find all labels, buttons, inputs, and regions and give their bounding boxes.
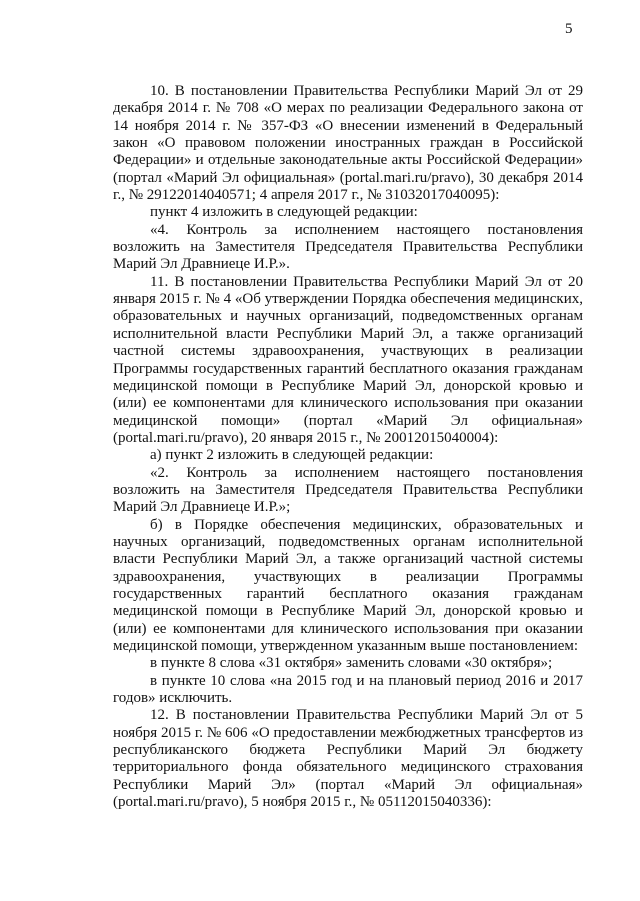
paragraph-item-10-new-text: «4. Контроль за исполнением настоящего постановления возложить на Заместителя Председателя Правительства Республики Марий Эл Дравниеце И.Р.». <box>113 221 583 273</box>
paragraph-item-12: 12. В постановлении Правительства Республики Марий Эл от 5 ноября 2015 г. № 606 «О предоставлении межбюджетных трансфертов из республиканского бюджета Республики Марий Эл бюджету территориального фонда обязательного медицинского страхования Республики Марий Эл» (портал «Марий Эл официальная» (portal.mari.ru/pravo), 5 ноября 2015 г., № 05112015040336): <box>113 707 583 811</box>
paragraph-item-11-b: б) в Порядке обеспечения медицинских, образовательных и научных организаций, подведомственных органам исполнительной власти Республики Марий Эл, а также организаций частной системы здравоохранения, участвующих в реализации Программы государственных гарантий бесплатного оказания гражданам медицинской помощи в Республике Марий Эл, донорской кровью и (или) ее компонентами для клинического использования при оказании медицинской помощи, утвержденном указанным выше постановлением: <box>113 516 583 654</box>
paragraph-item-10-instruction: пункт 4 изложить в следующей редакции: <box>150 204 418 221</box>
paragraph-item-11-b-point-10: в пункте 10 слова «на 2015 год и на плановый период 2016 и 2017 годов» исключить. <box>113 672 583 707</box>
paragraph-item-11-b-point-8: в пункте 8 слова «31 октября» заменить словами «30 октября»; <box>150 655 553 672</box>
document-body <box>113 83 583 811</box>
paragraph-item-11-a-new-text: «2. Контроль за исполнением настоящего постановления возложить на Заместителя Председателя Правительства Республики Марий Эл Дравниеце И.Р.»; <box>113 464 583 516</box>
paragraph-item-11-a: а) пункт 2 изложить в следующей редакции: <box>150 447 434 464</box>
paragraph-item-11: 11. В постановлении Правительства Республики Марий Эл от 20 января 2015 г. № 4 «Об утверждении Порядка обеспечения медицинских, образовательных и научных организаций, подведомственных органам исполнительной власти Республики Марий Эл, а также организаций частной системы здравоохранения, участвующих в реализации Программы государственных гарантий бесплатного оказания гражданам медицинской помощи в Республике Марий Эл, донорской кровью и (или) ее компонентами для клинического использования при оказании медицинской помощи» (портал «Марий Эл официальная» (portal.mari.ru/pravo), 20 января 2015 г., № 20012015040004): <box>113 273 583 446</box>
paragraph-item-10: 10. В постановлении Правительства Республики Марий Эл от 29 декабря 2014 г. № 708 «О мерах по реализации Федерального закона от 14 ноября 2014 г. № 357-ФЗ «О внесении изменений в Федеральный закон «О правовом положении иностранных граждан в Российской Федерации» и отдельные законодательные акты Российской Федерации» (портал «Марий Эл официальная» (portal.mari.ru/pravo), 30 декабря 2014 г., № 29122014040571; 4 апреля 2017 г., № 31032017040095): <box>113 83 583 204</box>
page-number: 5 <box>565 21 573 37</box>
